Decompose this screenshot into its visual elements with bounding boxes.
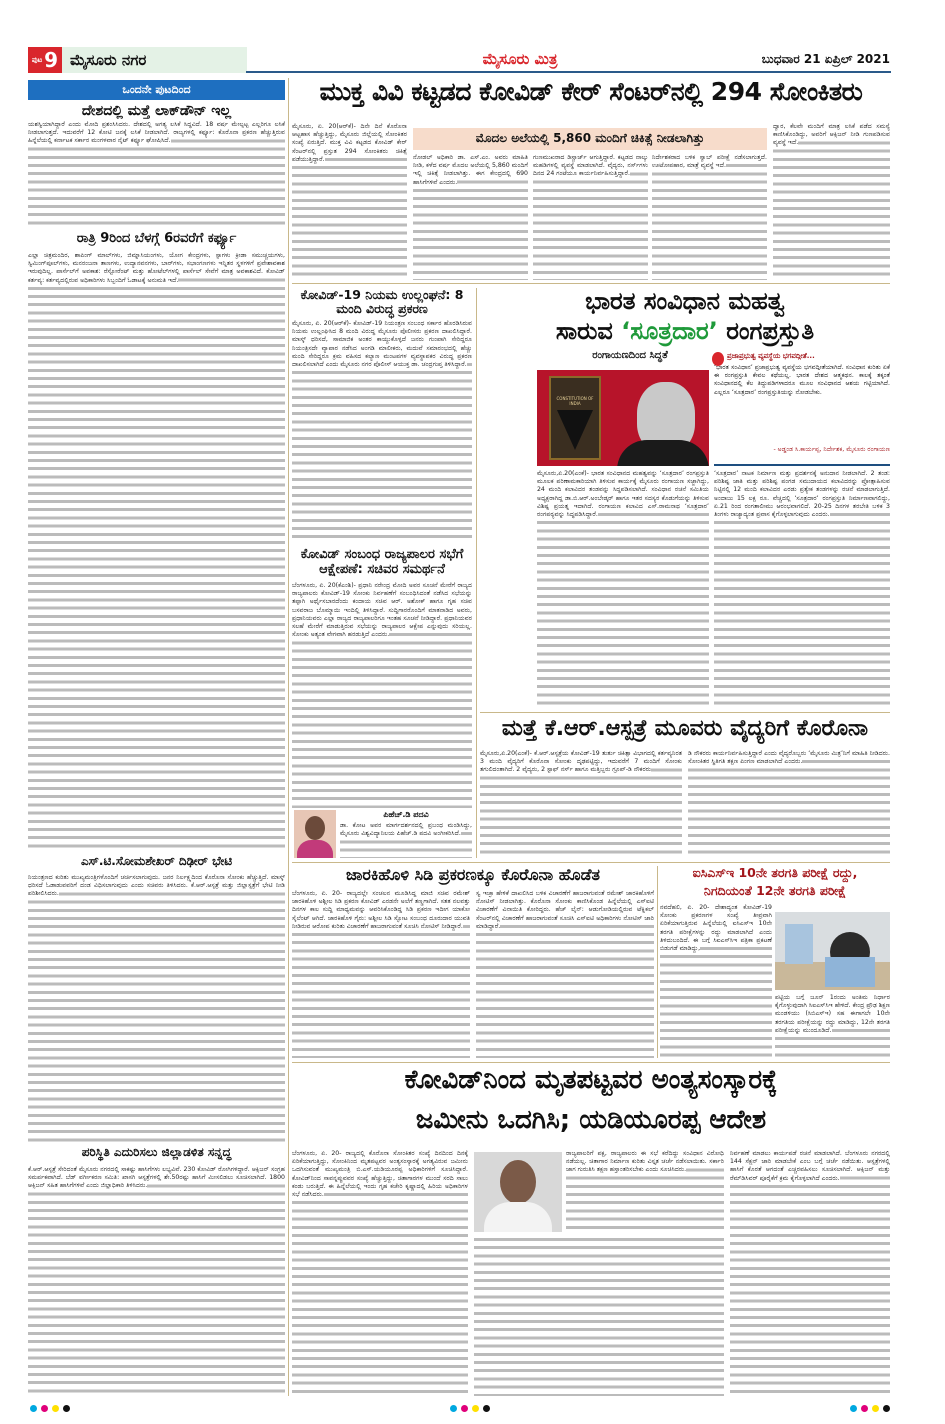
article-covid-rules: ಮೈಸೂರು, ಏ. 20(ಆರ್‌ಕೆ)- ಕೋವಿಡ್-19 ನಿಯಂತ್ರಣ ಸಂಬಂಧ ಸರ್ಕಾರ ಹೊರಡಿಸಿರುವ ನಿಯಮ ಉಲ್ಲಂಘಿಸಿದ 8 ಮಂದಿ ವಿರುದ್ಧ ಮೈಸೂರು ಪೊಲೀಸರು ಪ್ರಕರಣ ದಾಖಲಿಸಿದ್ದಾರೆ. ಮಾಸ್ಕ್ ಧರಿಸದೆ, ಸಾಮಾಜಿಕ ಅಂತರ ಕಾಯ್ದುಕೊಳ್ಳದೆ ಜನರು ಗುಂಪಾಗಿ ಸೇರಿದ್ದರೂ ನಿಯಂತ್ರಿಸದೇ ವ್ಯಾಪಾರ ನಡೆಸಿದ ಅಂಗಡಿ ಮಾಲೀಕರು, ಮದುವೆ ಸಮಾರಂಭದಲ್ಲಿ ಹೆಚ್ಚು ಮಂದಿ ಸೇರಿದ್ದರೂ ಕ್ರಮ ವಹಿಸದ ಕಲ್ಯಾಣ ಮಂಟಪಗಳ ವ್ಯವಸ್ಥಾಪಕರ ವಿರುದ್ಧ ಪ್ರಕರಣ ದಾಖಲಿಸಲಾಗಿದೆ ಎಂದು ಮೈಸೂರು ನಗರ ಪೊಲೀಸ್ ಆಯುಕ್ತ ಡಾ. ಚಂದ್ರಗುಪ್ತ ತಿಳಿಸಿದ್ದಾರೆ. <box>292 320 472 542</box>
article-curfew: ಎಲ್ಲಾ ಚಿತ್ರಮಂದಿರ, ಶಾಪಿಂಗ್ ಮಾಲ್‌ಗಳು, ಜಿಮ್ನಾಸಿಯಂಗಳು, ಯೋಗ ಕೇಂದ್ರಗಳು, ಸ್ಪಾಗಳು ಕ್ರೀಡಾ ಸಮುಚ್ಚಯಗಳು, ಸ್ವಿಮಿಂಗ್‌ಪೂಲ್‌ಗಳು, ಮನರಂಜನಾ ತಾಣಗಳು, ಉದ್ಯಾನವನಗಳು, ಬಾರ್‌ಗಳು, ಸಭಾಂಗಣಗಳು ಇನ್ನಿತರ ಸ್ಥಳಗಳಿಗೆ ಪ್ರವೇಶಾವಕಾಶ ಇರುವುದಿಲ್ಲ. ಪಾರ್ಸೆಲ್‌ಗೆ ಅವಕಾಶ: ರೆಸ್ಟೋರೆಂಟ್ ಮತ್ತು ಹೋಟೆಲ್‌ಗಳಲ್ಲಿ ಪಾರ್ಸೆಲ್ ಸೇವೆಗೆ ಮಾತ್ರ ಅವಕಾಶವಿದೆ. ಕೋವಿಡ್ ಕರ್ತವ್ಯ: ಕರ್ತವ್ಯದಲ್ಲಿರುವ ಅಧಿಕಾರಿಗಳು ಸಿಬ್ಬಂದಿಗೆ ಓಡಾಟಕ್ಕೆ ಅನುಮತಿ ಇದೆ. <box>28 252 285 852</box>
registration-marks <box>450 1405 490 1412</box>
article-icse-2: ಪಟ್ಟಿಯ ಬಗ್ಗೆ ಜೂನ್ 1ರಂದು ಅಂತಿಮ ನಿರ್ಧಾರ ಕೈಗೊಳ್ಳುವುದಾಗಿ ಸಿಐಎಸ್‌ಸಿಇ ಹೇಳಿದೆ. ಕೇಂದ್ರ ಪ್ರೌಢ ಶಿಕ್ಷಣ ಮಂಡಳಿಯು (ಸಿಬಿಎಸ್‌ಇ) ಸಹ ಈಗಾಗಲೇ 10ನೇ ತರಗತಿಯ ಪರೀಕ್ಷೆಯನ್ನು ರದ್ದು ಮಾಡಿದ್ದು, 12ನೇ ತರಗತಿ ಪರೀಕ್ಷೆಯನ್ನು ಮುಂದೂಡಿದೆ. <box>775 994 890 1058</box>
article-cremation-3: ನಿರ್ವಹಣೆ ಮಾಡಲು ಕಾರ್ಯಪಡೆ ರಚನೆ ಮಾಡಲಾಗಿದೆ. ಬೆಂಗಳೂರು ನಗರದಲ್ಲಿ 144 ಸೆಕ್ಷನ್ ಜಾರಿ ಮಾಡಬೇಕೆ ಎಂಬ ಬಗ್ಗೆ ಚರ್ಚೆ ನಡೆಯಿತು. ಆಸ್ಪತ್ರೆಗಳಲ್ಲಿ ಹಾಸಿಗೆ ಕೊರತೆ ಆಗದಂತೆ ಎಚ್ಚರವಹಿಸಲು ಸೂಚಿಸಲಾಗಿದೆ. ಆಕ್ಸಿಜನ್ ಮತ್ತು ರೆಮ್‌ಡಿಸಿವರ್ ಪೂರೈಕೆಗೆ ಕ್ರಮ ಕೈಗೊಳ್ಳಲಾಗಿದೆ ಎಂದರು. <box>730 1150 890 1396</box>
headline-icse-2: ನಿಗದಿಯಂತೆ 12ನೇ ತರಗತಿ ಪರೀಕ್ಷೆ <box>703 883 847 898</box>
article-samvidhana-1: ಮೈಸೂರು,ಏ.20(ಎಂಕೆ)- ಭಾರತ ಸಂವಿಧಾನದ ಮಹತ್ವವನ್ನು ‘ಸೂತ್ರದಾರ’ ರಂಗಪ್ರಸ್ತುತಿ ಮೂಲಕ ಪರಿಣಾಮಕಾರಿಯಾಗಿ ತಿಳಿಸುವ ಕಾರ್ಯಕ್ಕೆ ಮೈಸೂರು ರಂಗಾಯಣ ಸಜ್ಜಾಗಿದ್ದು, 24 ಮಂದಿ ಕಲಾವಿದರ ತಂಡವನ್ನು ಸಿದ್ಧಪಡಿಸಲಾಗಿದೆ. ಸಂವಿಧಾನ ರಚನೆ ಸಮಿತಿಯ ಅಧ್ಯಕ್ಷರಾಗಿದ್ದ ಡಾ.ಬಿ.ಆರ್.ಅಂಬೇಡ್ಕರ್ ಹಾಗೂ ಇತರ ಸದಸ್ಯರ ಕೊಡುಗೆಯನ್ನು ತಿಳಿಸುವ ವಿಶಿಷ್ಟ ಪ್ರಯತ್ನ ಇದಾಗಿದೆ. ರಂಗಾಯಣ ಕಲಾವಿದ ಎಸ್.ರಾಮನಾಥ ‘ಸೂತ್ರದಾರ’ ರಂಗಪಠ್ಯವನ್ನು ಸಿದ್ಧಪಡಿಸಿದ್ದಾರೆ. <box>537 470 709 710</box>
headline-jarkiholi: ಜಾರಕಿಹೊಳಿ ಸಿಡಿ ಪ್ರಕರಣಕ್ಕೂ ಕೊರೊನಾ ಹೊಡೆತ <box>346 865 600 884</box>
divider <box>292 283 890 284</box>
article-jarkiholi-1: ಬೆಂಗಳೂರು, ಏ. 20- ರಾಜ್ಯದಲ್ಲೇ ಸಂಚಲನ ಮೂಡಿಸಿದ್ದ ಮಾಜಿ ಸಚಿವ ರಮೇಶ್ ಜಾರಕಿಹೊಳಿ ಅಶ್ಲೀಲ ಸಿಡಿ ಪ್ರಕರಣ ಕೋವಿಡ್ ಎರಡನೇ ಅಲೆಗೆ ತಣ್ಣಗಾಗಿದೆ. ಸತತ ನಲವತ್ತು ದಿನಗಳ ಕಾಲ ಸುದ್ದಿ ಮಾಧ್ಯಮವನ್ನು ಆವರಿಸಿಕೊಂಡಿದ್ದ ಸಿಡಿ ಪ್ರಕರಣ ಇದೀಗ ಯಾಕೋ ಸೈಲೆಂಟ್ ಆಗಿದೆ. ಜಾರಕಿಹೊಳಿ ಗೈರು: ಅಶ್ಲೀಲ ಸಿಡಿ ಸ್ಫೋಟ ಸಂಬಂಧ ದೂರುದಾರ ಯುವತಿ ನೀಡಿರುವ ಆರೋಪ ಕುರಿತು ವಿಚಾರಣೆಗೆ ಹಾಜರಾಗುವಂತೆ ಸೂಚಿಸಿ ನೋಟಿಸ್ ನೀಡಿದ್ದಾರೆ. <box>292 890 470 1058</box>
headline-curfew: ರಾತ್ರಿ 9ರಿಂದ ಬೆಳಗ್ಗೆ 6ರವರೆಗೆ ಕರ್ಫ್ಯೂ <box>76 231 237 246</box>
constitution-book-image: CONSTITUTION OF INDIA <box>549 376 601 460</box>
article-samvidhana-2: ‘ಸೂತ್ರದಾರ’ ನಾಟಕ ನಿರ್ಮಾಣ ಮತ್ತು ಪ್ರದರ್ಶನಕ್ಕೆ ಅನುದಾನ ನೀಡಲಾಗಿದೆ. 2 ತಂಡ: ಪರಿಶಿಷ್ಟ ಜಾತಿ ಮತ್ತು ಪರಿಶಿಷ್ಟ ಪಂಗಡ ಸಮುದಾಯದ ಕಲಾವಿದರನ್ನು ಪ್ರೋತ್ಸಾಹಿಸುವ ನಿಟ್ಟಿನಲ್ಲಿ 12 ಮಂದಿ ಕಲಾವಿದರ ಎರಡು ಪ್ರತ್ಯೇಕ ತಂಡಗಳನ್ನು ರಚನೆ ಮಾಡಲಾಗುತ್ತಿದೆ. ಅಂದಾಜು 15 ಲಕ್ಷ ರೂ. ವೆಚ್ಚದಲ್ಲಿ ‘ಸೂತ್ರದಾರ’ ರಂಗಪ್ರಸ್ತುತಿ ನಿರ್ಮಾಣವಾಗಲಿದ್ದು, ಏ.21 ರಿಂದ ರಂಗತಾಲೀಮು ಆರಂಭವಾಗಲಿದೆ. 20-25 ದಿನಗಳ ತರಬೇತಿ ಬಳಿಕ 3 ತಿಂಗಳು ರಾಜ್ಯಾದ್ಯಂತ ಪ್ರವಾಸ ಕೈಗೊಳ್ಳಲಾಗುವುದು ಎಂದರು. <box>714 470 890 710</box>
quote-title: ಪ್ರಜಾಪ್ರಭುತ್ವ ವ್ಯವಸ್ಥೆಯ ಭಗವದ್ಗೀತೆ... <box>727 352 815 360</box>
headline-district-ready: ಪರಿಸ್ಥಿತಿ ಎದುರಿಸಲು ಜಿಲ್ಲಾಡಳಿತ ಸನ್ನದ್ಧ <box>81 1145 232 1159</box>
section-title: ಮೈಸೂರು ನಗರ <box>62 47 247 73</box>
quote-author: - ಅಡ್ಡಂಡ ಸಿ.ಕಾರ್ಯಪ್ಪ, ನಿರ್ದೇಶಕ, ಮೈಸೂರು ರಂಗಾಯಣ <box>773 446 890 453</box>
article-district-ready: ಕೆ.ಆರ್.ಆಸ್ಪತ್ರೆ ಸೇರಿದಂತೆ ಮೈಸೂರು ನಗರದಲ್ಲಿ ಸಾಕಷ್ಟು ಹಾಸಿಗೆಗಳು ಲಭ್ಯವಿವೆ. 230 ಕೋವಿಡ್ ರೋಗಿಗಳಿದ್ದಾರೆ. ಆಕ್ಸಿಜನ್ ಸಂಗ್ರಹ ಸಮರ್ಪಕವಾಗಿದೆ. ಬೆಡ್ ವರ್ಗೀಕರಣ ಸಮಿತಿ: ಖಾಸಗಿ ಆಸ್ಪತ್ರೆಗಳಲ್ಲಿ ಶೇ.50ರಷ್ಟು ಹಾಸಿಗೆ ಮೀಸಲಿಡಲು ಸೂಚಿಸಲಾಗಿದೆ. 1800 ಆಕ್ಸಿಜನ್ ಸಹಿತ ಹಾಸಿಗೆಗಳಿವೆ ಎಂದು ಜಿಲ್ಲಾಧಿಕಾರಿ ತಿಳಿಸಿದರು. <box>28 1166 285 1394</box>
header-rule <box>246 71 891 73</box>
yediyurappa-photo <box>474 1152 562 1232</box>
headline-cremation-1: ಕೋವಿಡ್‌ನಿಂದ ಮೃತಪಟ್ಟವರ ಅಂತ್ಯಸಂಸ್ಕಾರಕ್ಕೆ <box>404 1065 778 1095</box>
students-exam-photo <box>775 912 890 990</box>
lead-col-1: ಮೈಸೂರು, ಏ. 20(ಆರ್‌ಕೆ)- ದಿನೇ ದಿನೆ ಕೊರೊನಾ ಆಟ್ಟಹಾಸ ಹೆಚ್ಚುತ್ತಿದ್ದು, ಮೈಸೂರು ಜಿಲ್ಲೆಯಲ್ಲಿ ಸೋಂಕಿತರ ಸಂಖ್ಯೆ ಏರುತ್ತಿದೆ. ಮುಕ್ತ ವಿವಿ ಕಟ್ಟಡದ ಕೋವಿಡ್ ಕೇರ್ ಸೆಂಟರ್‌ನಲ್ಲಿ ಪ್ರಸ್ತುತ 294 ಸೋಂಕಿತರು ಚಿಕಿತ್ಸೆ ಪಡೆಯುತ್ತಿದ್ದಾರೆ. <box>292 123 407 280</box>
registration-marks <box>30 1405 70 1412</box>
article-cremation-1: ಬೆಂಗಳೂರು, ಏ. 20- ರಾಜ್ಯದಲ್ಲಿ ಕೊರೊನಾ ಸೋಂಕಿತರ ಸಂಖ್ಯೆ ದಿನದಿಂದ ದಿನಕ್ಕೆ ಏರಿಕೆಯಾಗುತ್ತಿದ್ದು, ಸೋಂಕಿನಿಂದ ಮೃತಪಟ್ಟವರ ಅಂತ್ಯಸಂಸ್ಕಾರಕ್ಕೆ ಅಗತ್ಯವಿರುವ ಜಮೀನು ಒದಗಿಸುವಂತೆ ಮುಖ್ಯಮಂತ್ರಿ ಬಿ.ಎಸ್.ಯಡಿಯೂರಪ್ಪ ಅಧಿಕಾರಿಗಳಿಗೆ ಸೂಚಿಸಿದ್ದಾರೆ. ಕೋವಿಡ್‌ನಿಂದ ಸಾವನ್ನಪ್ಪುವವರ ಸಂಖ್ಯೆ ಹೆಚ್ಚುತ್ತಿದ್ದು, ಚಿತಾಗಾರಗಳ ಮುಂದೆ ಸರದಿ ಸಾಲು ಕಂಡು ಬರುತ್ತಿದೆ. ಈ ಹಿನ್ನೆಲೆಯಲ್ಲಿ ಇಂದು ಗೃಹ ಕಚೇರಿ ಕೃಷ್ಣಾದಲ್ಲಿ ಹಿರಿಯ ಅಧಿಕಾರಿಗಳ ಸಭೆ ನಡೆಸಿದರು. <box>292 1150 468 1396</box>
headline-no-lockdown: ದೇಶದಲ್ಲಿ ಮತ್ತೆ ಲಾಕ್‌ಡೌನ್ ಇಲ್ಲ <box>81 103 232 119</box>
lead-subheadline: ಮೊದಲ ಅಲೆಯಲ್ಲಿ 5,860 ಮಂದಿಗೆ ಚಿಕಿತ್ಸೆ ನೀಡಲಾಗಿತ್ತು <box>413 128 767 150</box>
issue-date: ಬುಧವಾರ 21 ಏಪ್ರಿಲ್ 2021 <box>761 52 890 66</box>
divider <box>292 862 890 863</box>
column-divider <box>288 78 289 1396</box>
ambedkar-photo <box>537 370 709 466</box>
lead-col-2: ನೋಡಲ್ ಅಧಿಕಾರಿ ಡಾ. ಎಸ್.ಎಂ. ಅವರು ಮಾಹಿತಿ ನೀಡಿ, ಕಳೆದ ವರ್ಷ ಮೊದಲ ಅಲೆಯಲ್ಲಿ 5,860 ಮಂದಿಗೆ ಇಲ್ಲಿ ಚಿಕಿತ್ಸೆ ನೀಡಲಾಗಿತ್ತು. ಈಗ ಕೇಂದ್ರದಲ್ಲಿ 690 ಹಾಸಿಗೆಗಳಿವೆ ಎಂದರು. <box>413 154 528 280</box>
article-kr-hospital-2: ಡಿ ನೌಕರರು ಕಾರ್ಯನಿರ್ವಹಿಸುತ್ತಿದ್ದಾರೆ ಎಂದು ವೈದ್ಯರೊಬ್ಬರು ‘ಮೈಸೂರು ಮಿತ್ರ’ನಿಗೆ ಮಾಹಿತಿ ನೀಡಿದರು. ಸೋಂಕಿತರ ಸ್ಥಿತಿಗತಿ ತಕ್ಷಣ ಪಿಂಗಣ ಮಾಡಲಾಗಿದೆ ಎಂದರು. <box>688 750 890 858</box>
phd-recipient-photo <box>294 810 336 858</box>
headline-somashekar: ಎಸ್.ಟಿ.ಸೋಮಶೇಖರ್ ದಿಢೀರ್ ಭೇಟಿ <box>80 854 233 868</box>
column-divider <box>657 866 658 1058</box>
divider <box>480 712 890 713</box>
kicker: ರಂಗಾಯಣದಿಂದ ಸಿದ್ಧತೆ <box>592 350 668 361</box>
article-icse-1: ನವದೆಹಲಿ, ಏ. 20- ದೇಶಾದ್ಯಂತ ಕೋವಿಡ್-19 ಸೋಂಕು ಪ್ರಕರಣಗಳ ಸಂಖ್ಯೆ ತೀವ್ರವಾಗಿ ಏರಿಕೆಯಾಗುತ್ತಿರುವ ಹಿನ್ನೆಲೆಯಲ್ಲಿ ಐಸಿಎಸ್‌ಇ 10ನೇ ತರಗತಿ ಪರೀಕ್ಷೆಗಳನ್ನು ರದ್ದು ಮಾಡಲಾಗಿದೆ ಎಂದು ತಿಳಿದುಬಂದಿದೆ. ಈ ಬಗ್ಗೆ ಸಿಐಎಸ್‌ಸಿಇ ಪತ್ರಿಕಾ ಪ್ರಕಟಣೆ ಬಿಡುಗಡೆ ಮಾಡಿದ್ದು, <box>660 904 772 1058</box>
article-no-lockdown: ಯಶಸ್ವಿಯಾಗಿದ್ದಾರೆ ಎಂದು ಮೋದಿ ಪ್ರಶಂಸಿಸಿದರು. ದೇಶದಲ್ಲಿ ಅಗತ್ಯ ಲಸಿಕೆ ಸಿದ್ಧವಿದೆ. 18 ವರ್ಷ ಮೇಲ್ಪಟ್ಟ ಎಲ್ಲರಿಗೂ ಲಸಿಕೆ ನೀಡಲಾಗುತ್ತದೆ. ಇದುವರೆಗೆ 12 ಕೋಟಿ ಜನಕ್ಕೆ ಲಸಿಕೆ ನೀಡಲಾಗಿದೆ. ರಾಜ್ಯಗಳಲ್ಲಿ ಕರ್ಫ್ಯೂ: ಕೊರೊನಾ ಪ್ರಕರಣ ಹೆಚ್ಚುತ್ತಿರುವ ಹಿನ್ನೆಲೆಯಲ್ಲಿ ಕರ್ನಾಟಕ ಸರ್ಕಾರ ಮಂಗಳವಾರ ನೈಟ್ ಕರ್ಫ್ಯೂ ಘೋಷಿಸಿದೆ. <box>28 121 285 229</box>
lead-headline: ಮುಕ್ತ ವಿವಿ ಕಟ್ಟಡದ ಕೋವಿಡ್ ಕೇರ್ ಸೆಂಟರ್‌ನಲ್ಲಿ 294 ಸೋಂಕಿತರು <box>319 77 863 106</box>
article-somashekar: ನಿಯಂತ್ರಣದ ಕುರಿತು ಮುಖ್ಯಮಂತ್ರಿಗಳೊಂದಿಗೆ ಚರ್ಚಿಸಲಾಗುವುದು. ಜನರ ನಿರ್ಲಕ್ಷ್ಯದಿಂದ ಕೊರೊನಾ ಸೋಂಕು ಹೆಚ್ಚುತ್ತಿದೆ. ಮಾಸ್ಕ್ ಧರಿಸದೆ ಓಡಾಡುವವರಿಗೆ ದಂಡ ವಿಧಿಸಲಾಗುವುದು ಎಂದು ಸಚಿವರು ತಿಳಿಸಿದರು. ಕೆ.ಆರ್.ಆಸ್ಪತ್ರೆ ಮತ್ತು ಜಿಲ್ಲಾಸ್ಪತ್ರೆಗೆ ಭೇಟಿ ನೀಡಿ ಪರಿಶೀಲಿಸಿದರು. <box>28 874 285 1144</box>
lead-col-3: ಗುಣಮುಖರಾದ ಡಿಸ್ಚಾರ್ಜ್ ಆಗುತ್ತಿದ್ದಾರೆ. ಕಟ್ಟಡದ ನಾಲ್ಕು ಮಹಡಿಗಳಲ್ಲಿ ವ್ಯವಸ್ಥೆ ಮಾಡಲಾಗಿದೆ. ವೈದ್ಯರು, ನರ್ಸ್‌ಗಳು ದಿನದ 24 ಗಂಟೆಯೂ ಕಾರ್ಯನಿರ್ವಹಿಸುತ್ತಿದ್ದಾರೆ. <box>533 154 648 280</box>
divider <box>292 1062 890 1063</box>
registration-marks <box>850 1405 890 1412</box>
headline-governor: ಕೋವಿಡ್ ಸಂಬಂಧ ರಾಜ್ಯಪಾಲರ ಸಭೆಗೆ ಆಕ್ಷೇಪಣೆ: ಸಚಿವರ ಸಮರ್ಥನೆ <box>300 547 464 577</box>
continued-band: ಒಂದನೇ ಪುಟದಿಂದ <box>28 80 285 100</box>
quote-body: ‘ಭಾರತ ಸಂವಿಧಾನ’ ಪ್ರಜಾಪ್ರಭುತ್ವ ವ್ಯವಸ್ಥೆಯ ಭಗವದ್ಗೀತೆಯಾಗಿದೆ. ಸಂವಿಧಾನ ಕುರಿತು ಏಕೆ ಈ ರಂಗಪ್ರಸ್ತುತಿ ಕೇವಲ ಕಥೆಯಲ್ಲ. ಭಾರತ ದೇಶದ ಆತ್ಮಕಥನ. ಕಾಲಕ್ಕೆ ತಕ್ಕಂತೆ ಸಂವಿಧಾನದಲ್ಲಿ ಕೆಲ ತಿದ್ದುಪಡಿಗಳಾದರೂ ಮೂಲ ಸಂವಿಧಾನದ ಆಶಯ ಗಟ್ಟಿಯಾಗಿದೆ. ಎಲ್ಲರೂ ‘ಸೂತ್ರದಾರ’ ರಂಗಪ್ರಸ್ತುತಿಯನ್ನು ನೋಡಬೇಕು. <box>714 364 890 396</box>
article-phd: ಡಾ. ಕೋಟ ಅವರ ಮಾರ್ಗದರ್ಶನದಲ್ಲಿ ಪ್ರಬಂಧ ಮಂಡಿಸಿದ್ದು, ಮೈಸೂರು ವಿಶ್ವವಿದ್ಯಾನಿಲಯ ಪಿಹೆಚ್.ಡಿ ಪದವಿ ಅಂಗೀಕರಿಸಿದೆ. <box>340 822 472 858</box>
article-governor: ಬೆಂಗಳೂರು, ಏ. 20(ಕೆಎಂಶಿ)- ಪ್ರಧಾನಿ ನರೇಂದ್ರ ಮೋದಿ ಅವರ ಸೂಚನೆ ಮೇರೆಗೆ ರಾಜ್ಯದ ರಾಜ್ಯಪಾಲರು ಕೋವಿಡ್-19 ಸೋಂಕು ನಿರ್ವಹಣೆಗೆ ಸಂಬಂಧಿಸಿದಂತೆ ನಡೆಸಿದ ಸಭೆಯನ್ನು ತಪ್ಪಾಗಿ ಅರ್ಥೈಸಬಾರದೆಂದು ಕಂದಾಯ ಸಚಿವ ಆರ್. ಅಶೋಕ್ ಹಾಗೂ ಗೃಹ ಸಚಿವ ಬಸವರಾಜ ಬೊಮ್ಮಾಯಿ ಇಂದಿಲ್ಲಿ ತಿಳಿಸಿದ್ದಾರೆ. ಸುದ್ದಿಗಾರರೊಂದಿಗೆ ಮಾತನಾಡಿದ ಅವರು, ಪ್ರಧಾನಿಯವರು ಎಲ್ಲಾ ರಾಜ್ಯದ ರಾಜ್ಯಪಾಲರಿಗೂ ಇಂತಹ ಸೂಚನೆ ನೀಡಿದ್ದಾರೆ. ಪ್ರಧಾನಿಯವರ ಸಲಹೆ ಮೇರೆಗೆ ಮಾಡುತ್ತಿರುವ ಸಭೆಯನ್ನು ರಾಜ್ಯಪಾಲರ ಆಕ್ಷೇಪ ಎನ್ನುವುದು ಸರಿಯಲ್ಲ. ಸೋಂಕು ಅತ್ಯಂತ ವೇಗವಾಗಿ ಹರಡುತ್ತಿದೆ ಎಂದರು. <box>292 582 472 808</box>
lead-col-4: ನಿರ್ದೇಶಕರಾದ ಬಳಿಕ ಸ್ವಾಬ್ ಪರೀಕ್ಷೆ ನಡೆಸಲಾಗುತ್ತದೆ. ಊಟೋಪಹಾರ, ಮಾತ್ರೆ ವ್ಯವಸ್ಥೆ ಇದೆ. <box>652 154 767 280</box>
headline-covid-rules: ಕೋವಿಡ್-19 ನಿಯಮ ಉಲ್ಲಂಘನೆ: 8 ಮಂದಿ ವಿರುದ್ಧ ಪ್ರಕರಣ <box>300 287 464 317</box>
phd-caption: ಪಿಹೆಚ್.ಡಿ ಪದವಿ <box>383 810 429 819</box>
article-jarkiholi-2: ಸ್ವ ಇಚ್ಛಾ ಹೇಳಿಕೆ ದಾಖಲಿಸಿದ ಬಳಿಕ ವಿಚಾರಣೆಗೆ ಹಾಜರಾಗುವಂತೆ ರಮೇಶ್ ಜಾರಕಿಹೊಳಿಗೆ ನೋಟಿಸ್ ನೀಡಲಾಗಿತ್ತು. ಕೊರೊನಾ ಸೋಂಕು ಕಾಣಿಸಿಕೊಂಡ ಹಿನ್ನೆಲೆಯಲ್ಲಿ ಎಸ್‌ಐಟಿ ವಿಚಾರಣೆಗೆ ವಿನಾಯಿತಿ ಕೋರಿದ್ದರು. ಹೆಚ್ ಲೈನ್: ಆಡುಗೋಡಿಯಲ್ಲಿರುವ ಟೆಕ್ನಿಕಲ್ ಸೆಂಟರ್‌ನಲ್ಲಿ ವಿಚಾರಣೆಗೆ ಹಾಜರಾಗುವಂತೆ ಸೂಚಿಸಿ ಎಸ್‌ಐಟಿ ಅಧಿಕಾರಿಗಳು ನೋಟಿಸ್ ಜಾರಿ ಮಾಡಿದ್ದಾರೆ. <box>476 890 654 1058</box>
article-cremation-2b <box>474 1236 724 1396</box>
headline-icse-1: ಐಸಿಎಸ್‌ಇ 10ನೇ ತರಗತಿ ಪರೀಕ್ಷೆ ರದ್ದು, <box>692 865 858 880</box>
lead-col-5: ದ್ವಾರ, ಕೆಲವೇ ಮಂದಿಗೆ ಮಾತ್ರ ಲಸಿಕೆ ಪಡೆದ ಸಮಸ್ಯೆ ಕಾಣಿಸಿಕೊಂಡಿದ್ದು, ಅವರಿಗೆ ಆಕ್ಸಿಜನ್ ನೀಡಿ ಗುಣಪಡಿಸುವ ವ್ಯವಸ್ಥೆ ಇದೆ. <box>773 123 890 280</box>
headline-samvidhana-2: ಸಾರುವ ‘ಸೂತ್ರದಾರ’ ರಂಗಪ್ರಸ್ತುತಿ <box>555 317 815 345</box>
headline-cremation-2: ಜಮೀನು ಒದಗಿಸಿ; ಯಡಿಯೂರಪ್ಪ ಆದೇಶ <box>415 1105 767 1135</box>
column-divider <box>476 288 477 858</box>
headline-kr-hospital: ಮತ್ತೆ ಕೆ.ಆರ್.ಆಸ್ಪತ್ರೆ ಮೂವರು ವೈದ್ಯರಿಗೆ ಕೊರೊನಾ <box>501 716 869 741</box>
headline-samvidhana-1: ಭಾರತ ಸಂವಿಧಾನ ಮಹತ್ವ <box>585 287 785 315</box>
article-cremation-2: ರಾಜ್ಯಪಾಲರಿಗೆ ಪಕ್ಷ, ರಾಜ್ಯಪಾಲರು ಈ ಸಭೆ ಕರೆದಿದ್ದು ಸಂವಿಧಾನ ವಿರೋಧಿ ನಡೆಯಲ್ಲ. ಚಿತಾಗಾರ ನಿರ್ಮಾಣ ಕುರಿತು ವಿಸ್ತೃತ ಚರ್ಚೆ ನಡೆಸಲಾಯಿತು. ಸರ್ಕಾರಿ ಜಾಗ ಗುರುತಿಸಿ ತಕ್ಷಣ ಹಸ್ತಾಂತರಿಸಬೇಕು ಎಂದು ಸೂಚಿಸಿದರು. <box>566 1150 724 1234</box>
divider <box>714 464 890 466</box>
masthead-logo: ಮೈಸೂರು ಮಿತ್ರ <box>482 50 558 68</box>
page-number-badge: ಪುಟ 9 <box>28 47 62 73</box>
article-kr-hospital-1: ಮೈಸೂರು,ಏ.20(ಎಂಕೆ)- ಕೆ.ಆರ್.ಆಸ್ಪತ್ರೆಯ ಕೋವಿಡ್-19 ತುರ್ತು ಚಿಕಿತ್ಸಾ ವಿಭಾಗದಲ್ಲಿ ಕರ್ತವ್ಯನಿರತ 3 ಮಂದಿ ವೈದ್ಯರಿಗೆ ಕೊರೊನಾ ಸೋಂಕು ದೃಢಪಟ್ಟಿದ್ದು, ಇದುವರೆಗೆ 7 ಮಂದಿಗೆ ಸೋಂಕು ತಗುಲಿದಂತಾಗಿದೆ. 2 ವೈದ್ಯರು, 2 ಸ್ಟಾಫ್ ನರ್ಸ್ ಹಾಗೂ ಮತ್ತಿಬ್ಬರು ಗ್ರೂಪ್-ಡಿ ನೌಕರರು <box>480 750 682 858</box>
